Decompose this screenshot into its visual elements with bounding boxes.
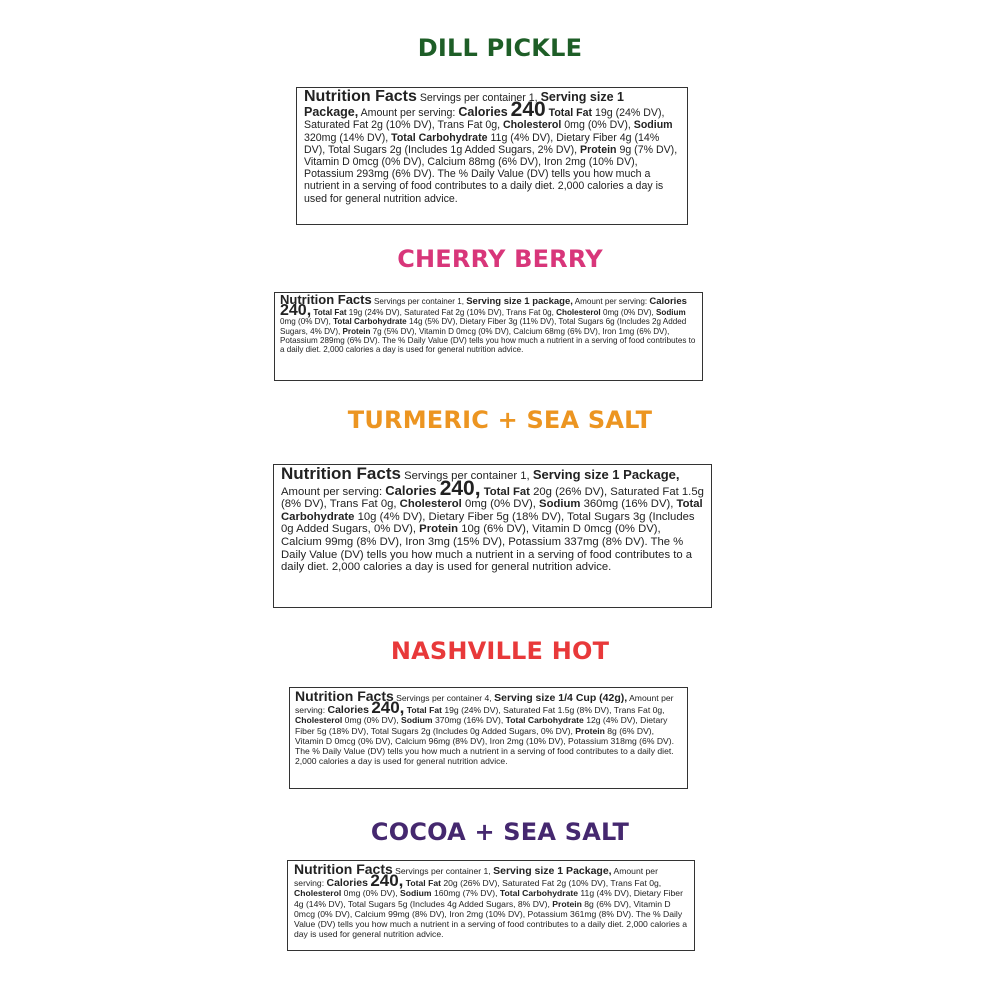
amount-per-serving: Amount per serving: xyxy=(295,693,674,716)
nutrient-value: 8g (6% DV), Vitamin D 0mcg (0% DV), Calcium 96mg (8% DV), Iron 2mg (10% DV), Potassium 318mg (6% DV). The % Daily Value (DV) tells you how much a nutrient in a serving of food contributes to a daily diet. 2,000 calories a day is used for general nutrition advice. xyxy=(295,725,675,767)
nutrition-facts-dill-pickle xyxy=(296,87,688,225)
nutrient-label: Protein xyxy=(580,143,617,156)
calories-label: Calories xyxy=(458,105,508,120)
nutrient-label: Total Carbohydrate xyxy=(281,498,703,523)
amount-per-serving: Amount per serving: xyxy=(574,297,648,306)
nutrient-label: Total Carbohydrate xyxy=(333,317,407,327)
nutrition-facts-heading: Nutrition Facts xyxy=(295,688,394,704)
nutrient-label: Total Fat xyxy=(405,878,441,889)
nutrient-label: Cholesterol xyxy=(556,308,601,318)
servings-per-container: Servings per container 4, xyxy=(396,693,492,703)
nutrient-label: Total Fat xyxy=(313,308,347,318)
nutrient-label: Sodium xyxy=(656,308,686,318)
nutrient-value: 11g (4% DV), Dietary Fiber 4g (14% DV), Total Sugars 5g (Includes 4g Added Sugars, 8% DV), xyxy=(294,888,683,909)
nutrient-label: Total Carbohydrate xyxy=(499,888,579,899)
nutrient-label: Total Fat xyxy=(483,485,530,498)
nutrient-value: 0mg (0% DV), xyxy=(280,317,331,327)
nutrient-label: Sodium xyxy=(400,888,432,899)
calories-value: 240, xyxy=(370,871,404,891)
calories-label: Calories xyxy=(649,296,687,307)
calories-value: 240, xyxy=(280,302,312,320)
nutrient-value: 0mg (0% DV), xyxy=(564,119,631,132)
serving-size: Serving size 1/4 Cup (42g), xyxy=(494,692,628,704)
nutrient-value: 19g (24% DV), Saturated Fat 1.5g (8% DV), Trans Fat 0g, xyxy=(444,705,665,716)
nutrition-facts-turmeric-sea-salt xyxy=(273,464,712,608)
calories-value: 240 xyxy=(510,98,546,122)
nutrient-value: 14g (5% DV), Dietary Fiber 3g (11% DV), Total Sugars 6g (Includes 2g Added Sugars, 4% DV), xyxy=(280,317,687,336)
nutrition-facts-nashville-hot xyxy=(289,687,688,789)
nutrient-value: 20g (26% DV), Saturated Fat 2g (10% DV), Trans Fat 0g, xyxy=(443,878,662,889)
serving-size: Serving size 1 package, xyxy=(466,296,573,307)
nutrient-value: 0mg (0% DV), xyxy=(602,308,654,318)
flavor-title-cherry-berry: CHERRY BERRY xyxy=(397,245,603,273)
calories-value: 240, xyxy=(371,698,405,718)
nutrition-facts-heading: Nutrition Facts xyxy=(280,292,372,307)
nutrient-value: 10g (4% DV), Dietary Fiber 5g (18% DV), Total Sugars 3g (Includes 0g Added Sugars, 0% DV), xyxy=(281,510,695,536)
nutrition-facts-cocoa-sea-salt xyxy=(287,860,695,951)
flavor-title-nashville-hot: NASHVILLE HOT xyxy=(390,637,610,665)
calories-label: Calories xyxy=(327,704,369,717)
nutrient-value: 19g (24% DV), Saturated Fat 2g (10% DV), Trans Fat 0g, xyxy=(348,308,554,318)
flavor-title-dill-pickle: DILL PICKLE xyxy=(417,34,583,62)
nutrient-value: 12g (4% DV), Dietary Fiber 5g (18% DV), Total Sugars 2g (Includes 0g Added Sugars, 0% DV), xyxy=(295,715,668,736)
nutrient-label: Protein xyxy=(575,725,605,736)
nutrient-label: Cholesterol xyxy=(295,715,343,726)
nutrient-label: Total Carbohydrate xyxy=(391,131,488,144)
nutrient-value: 360mg (16% DV), xyxy=(583,498,674,511)
nutrient-label: Cholesterol xyxy=(399,498,462,511)
nutrition-facts-heading: Nutrition Facts xyxy=(304,88,417,105)
serving-size: Serving size 1 Package, xyxy=(532,467,680,482)
nutrient-label: Total Fat xyxy=(406,705,442,716)
nutrient-value: 0mg (0% DV), xyxy=(343,888,398,899)
nutrient-value: 10g (6% DV), Vitamin D 0mcg (0% DV), Calcium 99mg (8% DV), Iron 3mg (15% DV), Potassium 337mg (8% DV). The % Daily Value (DV) tells you how much a nutrient in a serving of food contributes to a daily diet. 2,000 calories a day is used for general nutrition advice. xyxy=(281,523,693,574)
amount-per-serving: Amount per serving: xyxy=(281,485,383,498)
nutrient-value: 320mg (14% DV), xyxy=(304,131,389,144)
nutrient-label: Protein xyxy=(552,898,582,909)
nutrient-value: 0mg (0% DV), xyxy=(344,715,399,726)
servings-per-container: Servings per container 1, xyxy=(404,470,530,482)
amount-per-serving: Amount per serving: xyxy=(360,107,456,120)
nutrient-label: Protein xyxy=(419,523,459,536)
nutrition-facts-heading: Nutrition Facts xyxy=(294,861,393,877)
nutrient-label: Sodium xyxy=(633,119,673,132)
calories-label: Calories xyxy=(326,877,368,890)
serving-size: Serving size 1 Package, xyxy=(304,90,624,120)
nutrient-value: 9g (7% DV), Vitamin D 0mcg (0% DV), Calcium 88mg (6% DV), Iron 2mg (10% DV), Potassium 293mg (6% DV). The % Daily Value (DV) tells you how much a nutrient in a serving of food contributes to a daily diet. 2,000 calories a day is used for general nutrition advice. xyxy=(304,143,678,205)
servings-per-container: Servings per container 1, xyxy=(395,866,491,876)
nutrition-facts-heading: Nutrition Facts xyxy=(281,464,401,483)
servings-per-container: Servings per container 1, xyxy=(419,92,538,104)
nutrient-label: Sodium xyxy=(401,715,433,726)
nutrient-label: Cholesterol xyxy=(294,888,342,899)
nutrient-label: Cholesterol xyxy=(503,119,562,132)
nutrient-label: Total Carbohydrate xyxy=(505,715,584,726)
nutrient-value: 20g (26% DV), Saturated Fat 1.5g (8% DV), Trans Fat 0g, xyxy=(281,485,704,511)
nutrient-value: 8g (6% DV), Vitamin D 0mcg (0% DV), Calcium 99mg (8% DV), Iron 2mg (10% DV), Potassium 361mg (8% DV). The % Daily Value (DV) tells you how much a nutrient in a serving of food contributes to a daily diet. 2,000 calories a day is used for general nutrition advice. xyxy=(294,898,687,940)
nutrient-value: 7g (5% DV), Vitamin D 0mcg (0% DV), Calcium 68mg (6% DV), Iron 1mg (6% DV), Potassium 289mg (6% DV). The % Daily Value (DV) tells you how much a nutrient in a serving of food contributes to a daily diet. 2,000 calories a day is used for general nutrition advice. xyxy=(280,326,696,355)
calories-label: Calories xyxy=(385,482,437,498)
nutrient-value: 19g (24% DV), Saturated Fat 2g (10% DV), Trans Fat 0g, xyxy=(304,107,665,132)
nutrient-value: 370mg (16% DV), xyxy=(434,715,504,726)
flavor-title-turmeric-sea-salt: TURMERIC + SEA SALT xyxy=(347,406,653,434)
nutrient-value: 11g (4% DV), Dietary Fiber 4g (14% DV), Total Sugars 2g (Includes 1g Added Sugars, 2% DV), xyxy=(304,131,660,156)
calories-value: 240, xyxy=(439,476,481,500)
nutrient-label: Sodium xyxy=(539,498,581,511)
nutrient-label: Protein xyxy=(342,326,371,336)
serving-size: Serving size 1 Package, xyxy=(493,865,612,877)
flavor-title-cocoa-sea-salt: COCOA + SEA SALT xyxy=(370,818,630,846)
nutrient-value: 0mg (0% DV), xyxy=(464,498,536,511)
nutrition-facts-cherry-berry xyxy=(274,292,703,381)
nutrient-label: Total Fat xyxy=(548,107,592,120)
amount-per-serving: Amount per serving: xyxy=(294,866,658,889)
servings-per-container: Servings per container 1, xyxy=(373,297,464,306)
nutrient-value: 160mg (7% DV), xyxy=(433,888,498,899)
